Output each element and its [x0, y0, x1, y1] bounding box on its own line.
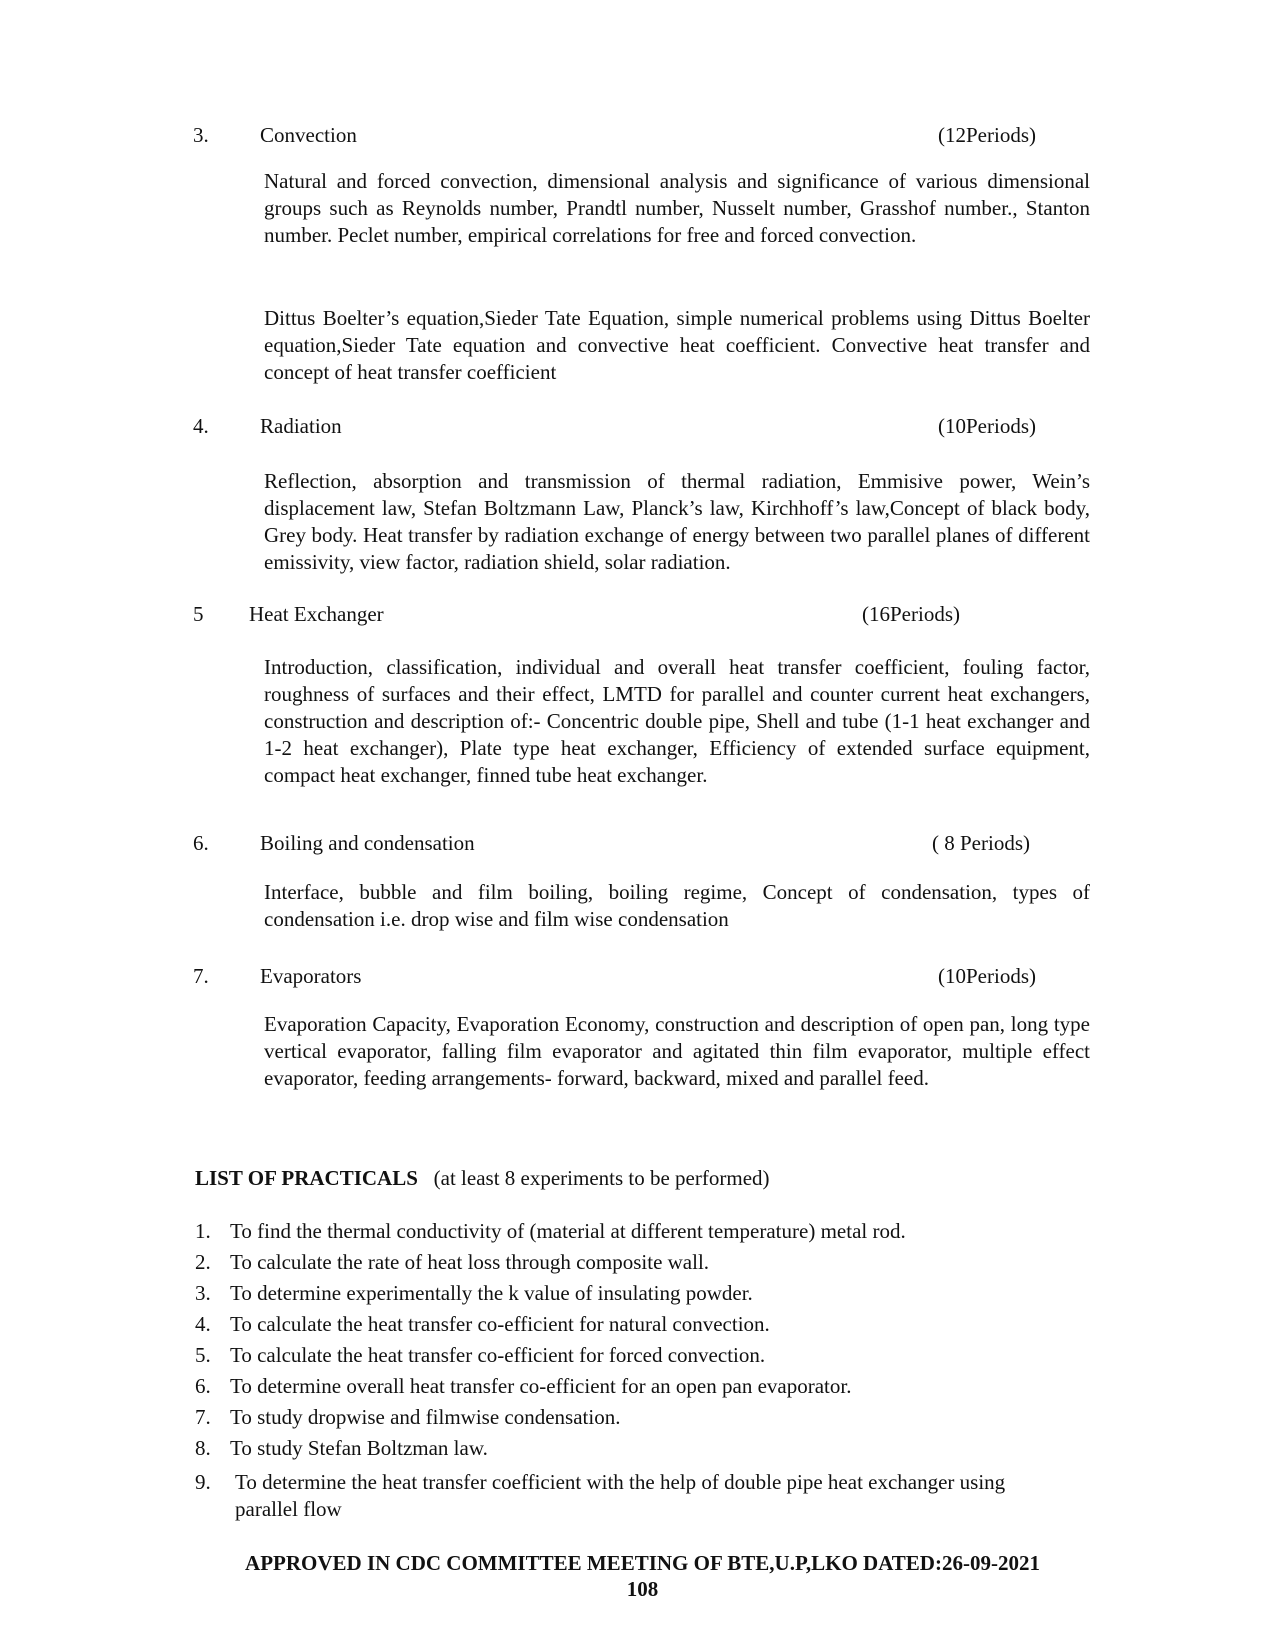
practicals-heading: [195, 1165, 770, 1192]
practicals-note: (at least 8 experiments to be performed): [433, 1166, 770, 1190]
list-item: 6. To determine overall heat transfer co-efficient for an open pan evaporator.: [195, 1374, 852, 1398]
list-item: 1. To find the thermal conductivity of (material at different temperature) metal rod.: [195, 1219, 906, 1243]
approval-footer: APPROVED IN CDC COMMITTEE MEETING OF BTE,U.P,LKO DATED:26-09-2021: [245, 1551, 1040, 1575]
page-number: 108: [626, 1577, 659, 1601]
list-item: 4. To calculate the heat transfer co-efficient for natural convection.: [195, 1312, 770, 1336]
section-periods: (10Periods): [938, 964, 1036, 988]
section-title: Evaporators: [260, 964, 362, 988]
section-paragraph: Dittus Boelter’s equation,Sieder Tate Equation, simple numerical problems using Dittus Boelter equation,Sieder Tate equation and convective heat coefficient. Convective heat transfer and concept of heat transfer coefficient: [264, 306, 1090, 384]
practicals-list: [195, 1218, 1095, 1523]
section-title: Boiling and condensation: [260, 831, 475, 855]
section-periods: ( 8 Periods): [932, 831, 1030, 855]
list-item: 5. To calculate the heat transfer co-efficient for forced convection.: [195, 1343, 766, 1367]
list-item: 7. To study dropwise and filmwise condensation.: [195, 1405, 621, 1429]
practicals-title: LIST OF PRACTICALS: [195, 1166, 418, 1190]
section-periods: (12Periods): [938, 123, 1036, 147]
section-title: Heat Exchanger: [249, 602, 384, 626]
section-paragraph: Natural and forced convection, dimensional analysis and significance of various dimensional groups such as Reynolds number, Prandtl number, Nusselt number, Grasshof number., Stanton number. Peclet number, empirical correlations for free and forced convection.: [264, 169, 1090, 247]
section-paragraph: Interface, bubble and film boiling, boiling regime, Concept of condensation, types of condensation i.e. drop wise and film wise condensation: [264, 880, 1090, 931]
section-periods: (16Periods): [862, 602, 960, 626]
section-number: 5: [193, 602, 204, 626]
section-paragraph: Introduction, classification, individual and overall heat transfer coefficient, fouling factor, roughness of surfaces and their effect, LMTD for parallel and counter current heat exchangers, construction and description of:- Concentric double pipe, Shell and tube (1-1 heat exchanger and 1-2 heat exchanger), Plate type heat exchanger, Efficiency of extended surface equipment, compact heat exchanger, finned tube heat exchanger.: [264, 655, 1090, 787]
section-number: 7.: [193, 964, 209, 988]
section-number: 3.: [193, 123, 209, 147]
section-periods: (10Periods): [938, 414, 1036, 438]
list-item: 8. To study Stefan Boltzman law.: [195, 1436, 488, 1460]
list-item: 2. To calculate the rate of heat loss through composite wall.: [195, 1250, 710, 1274]
section-number: 6.: [193, 831, 209, 855]
list-item: 3. To determine experimentally the k value of insulating powder.: [195, 1281, 753, 1305]
section-paragraph: Evaporation Capacity, Evaporation Economy, construction and description of open pan, long type vertical evaporator, falling film evaporator and agitated thin film evaporator, multiple effect evaporator, feeding arrangements- forward, backward, mixed and parallel feed.: [264, 1012, 1090, 1090]
list-item: 9. To determine the heat transfer coefficient with the help of double pipe heat exchanger using parallel flow: [195, 1470, 1006, 1521]
section-title: Radiation: [260, 414, 342, 438]
section-number: 4.: [193, 414, 209, 438]
section-title: Convection: [260, 123, 357, 147]
section-paragraph: Reflection, absorption and transmission of thermal radiation, Emmisive power, Wein’s displacement law, Stefan Boltzmann Law, Planck’s law, Kirchhoff’s law,Concept of black body, Grey body. Heat transfer by radiation exchange of energy between two parallel planes of different emissivity, view factor, radiation shield, solar radiation.: [264, 469, 1090, 574]
